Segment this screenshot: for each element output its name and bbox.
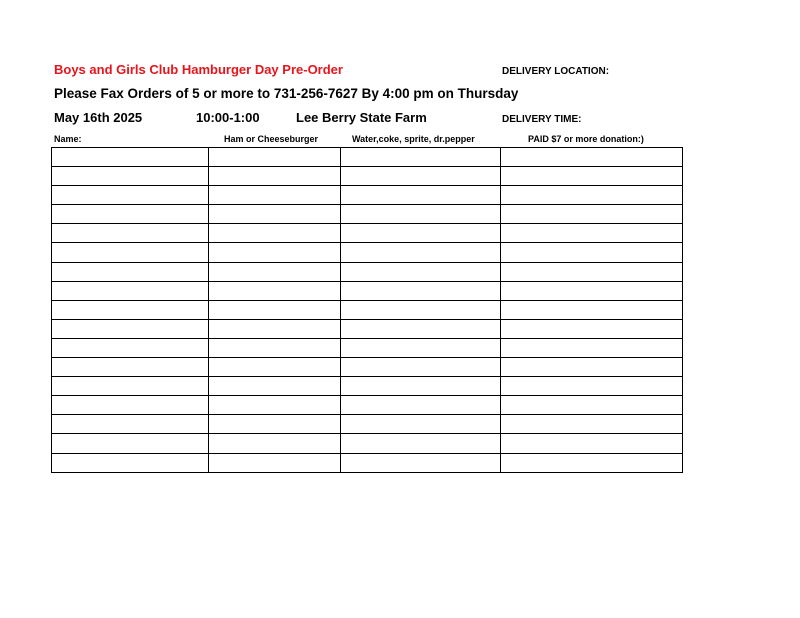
paid-cell: [501, 262, 683, 281]
burger-cell: [209, 224, 341, 243]
drink-cell: [341, 377, 501, 396]
drink-cell: [341, 300, 501, 319]
form-title: Boys and Girls Club Hamburger Day Pre-Order: [54, 62, 343, 77]
table-row: [52, 148, 683, 167]
order-table: [51, 147, 683, 473]
name-cell: [52, 396, 209, 415]
burger-cell: [209, 281, 341, 300]
name-cell: [52, 262, 209, 281]
paid-cell: [501, 205, 683, 224]
paid-cell: [501, 186, 683, 205]
table-row: [52, 358, 683, 377]
name-cell: [52, 434, 209, 453]
event-date: May 16th 2025: [54, 110, 143, 125]
drink-cell: [341, 453, 501, 472]
table-row: [52, 338, 683, 357]
paid-cell: [501, 358, 683, 377]
burger-cell: [209, 396, 341, 415]
order-rows: [52, 148, 683, 473]
name-cell: [52, 205, 209, 224]
name-cell: [52, 338, 209, 357]
drink-cell: [341, 205, 501, 224]
drink-cell: [341, 358, 501, 377]
burger-cell: [209, 434, 341, 453]
table-row: [52, 281, 683, 300]
column-header-paid: PAID $7 or more donation:): [528, 134, 644, 144]
burger-cell: [209, 319, 341, 338]
delivery-location-label: DELIVERY LOCATION:: [502, 66, 610, 77]
drink-cell: [341, 167, 501, 186]
table-row: [52, 243, 683, 262]
event-time: 10:00-1:00: [196, 110, 260, 125]
paid-cell: [501, 453, 683, 472]
drink-cell: [341, 186, 501, 205]
paid-cell: [501, 281, 683, 300]
burger-cell: [209, 167, 341, 186]
paid-cell: [501, 319, 683, 338]
paid-cell: [501, 167, 683, 186]
burger-cell: [209, 377, 341, 396]
name-cell: [52, 300, 209, 319]
table-row: [52, 205, 683, 224]
drink-cell: [341, 281, 501, 300]
burger-cell: [209, 243, 341, 262]
drink-cell: [341, 415, 501, 434]
column-header-name: Name:: [54, 134, 82, 144]
paid-cell: [501, 243, 683, 262]
name-cell: [52, 415, 209, 434]
drink-cell: [341, 396, 501, 415]
name-cell: [52, 319, 209, 338]
name-cell: [52, 377, 209, 396]
drink-cell: [341, 434, 501, 453]
fax-instructions: Please Fax Orders of 5 or more to 731-256-7627 By 4:00 pm on Thursday: [54, 86, 519, 101]
paid-cell: [501, 434, 683, 453]
column-header-drink: Water,coke, sprite, dr.pepper: [352, 134, 475, 144]
drink-cell: [341, 338, 501, 357]
burger-cell: [209, 262, 341, 281]
table-row: [52, 415, 683, 434]
paid-cell: [501, 377, 683, 396]
paid-cell: [501, 224, 683, 243]
table-row: [52, 434, 683, 453]
paid-cell: [501, 148, 683, 167]
name-cell: [52, 186, 209, 205]
event-location: Lee Berry State Farm: [296, 110, 427, 125]
table-row: [52, 319, 683, 338]
drink-cell: [341, 262, 501, 281]
table-row: [52, 262, 683, 281]
column-header-burger: Ham or Cheeseburger: [224, 134, 319, 144]
delivery-time-label: DELIVERY TIME:: [502, 114, 582, 125]
name-cell: [52, 148, 209, 167]
drink-cell: [341, 148, 501, 167]
table-row: [52, 224, 683, 243]
table-row: [52, 186, 683, 205]
name-cell: [52, 167, 209, 186]
name-cell: [52, 281, 209, 300]
name-cell: [52, 243, 209, 262]
table-row: [52, 453, 683, 472]
paid-cell: [501, 338, 683, 357]
name-cell: [52, 224, 209, 243]
burger-cell: [209, 148, 341, 167]
table-row: [52, 167, 683, 186]
paid-cell: [501, 300, 683, 319]
burger-cell: [209, 358, 341, 377]
name-cell: [52, 453, 209, 472]
name-cell: [52, 358, 209, 377]
burger-cell: [209, 300, 341, 319]
paid-cell: [501, 415, 683, 434]
table-row: [52, 377, 683, 396]
drink-cell: [341, 243, 501, 262]
drink-cell: [341, 319, 501, 338]
burger-cell: [209, 205, 341, 224]
burger-cell: [209, 415, 341, 434]
table-row: [52, 300, 683, 319]
burger-cell: [209, 338, 341, 357]
drink-cell: [341, 224, 501, 243]
burger-cell: [209, 453, 341, 472]
paid-cell: [501, 396, 683, 415]
burger-cell: [209, 186, 341, 205]
table-row: [52, 396, 683, 415]
